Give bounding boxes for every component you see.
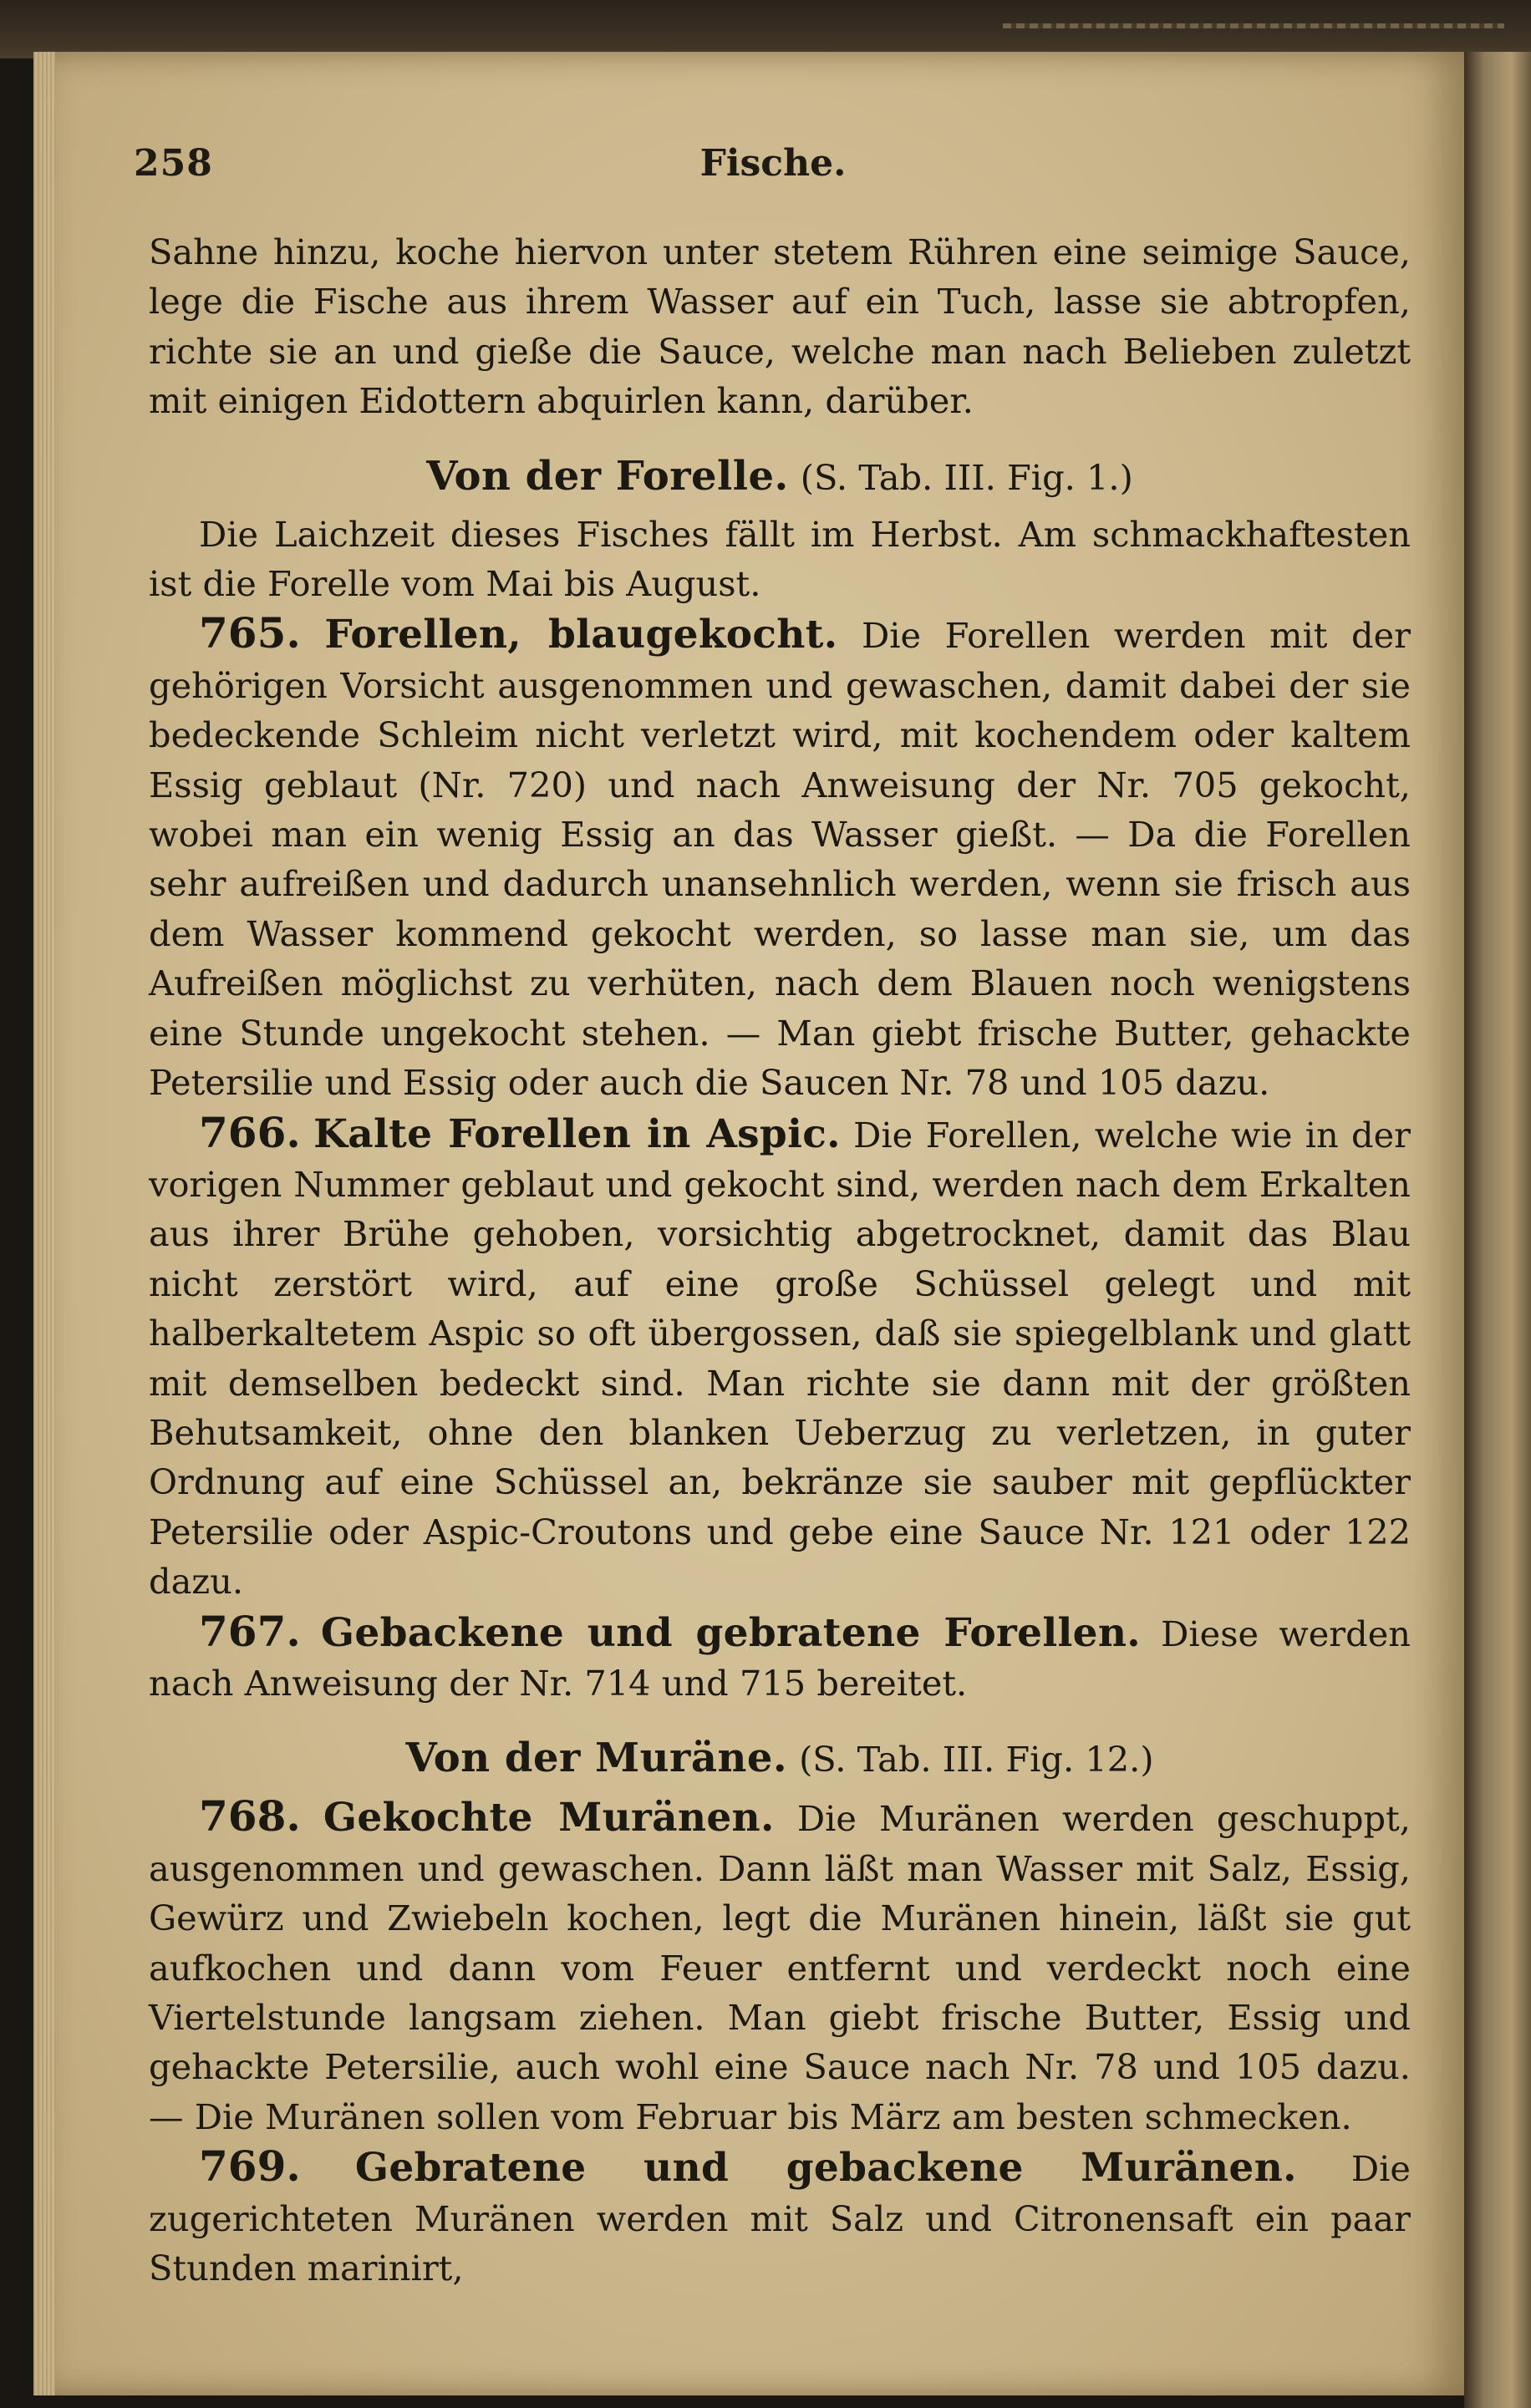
- binding-thread: [1003, 23, 1504, 28]
- recipe-title: Gebackene und gebratene Forellen.: [320, 1609, 1141, 1656]
- recipe-text: Die Muränen werden geschuppt, ausgenommen und gewaschen. Dann läßt man Wasser mit Salz, Essig, Gewürz und Zwiebeln kochen, legt die Muränen hinein, läßt sie gut aufkochen und dann vom Feuer entfernt und verdeckt noch eine Viertelstunde langsam ziehen. Man giebt frische Butter, Essig und gehackte Petersilie, auch wohl eine Sauce nach Nr. 78 und 105 dazu. — Die Muränen sollen vom Februar bis März am besten schmecken.: [149, 1798, 1411, 2137]
- recipe-767: [149, 1607, 1411, 1709]
- recipe-766: [149, 1108, 1411, 1607]
- running-title: Fische.: [699, 142, 847, 185]
- section-heading-forelle: [149, 450, 1411, 505]
- recipe-text: Die Forellen werden mit der gehörigen Vorsicht ausgenommen und gewaschen, damit dabei der sie bedeckende Schleim nicht verletzt wird, mit kochendem oder kaltem Essig geblaut (Nr. 720) und nach Anweisung der Nr. 705 gekocht, wobei man ein wenig Essig an das Wasser gießt. — Da die Forellen sehr aufreißen und dadurch unansehnlich werden, wenn sie frisch aus dem Wasser kommend gekocht werden, so lasse man sie, um das Aufreißen möglichst zu verhüten, nach dem Blauen noch wenigstens eine Stunde ungekocht stehen. — Man giebt frische Butter, gehackte Petersilie und Essig oder auch die Saucen Nr. 78 und 105 dazu.: [149, 615, 1411, 1104]
- book-binding-top: [0, 0, 1531, 58]
- recipe-text: Die zugerichteten Muränen werden mit Salz und Citronensaft ein paar Stunden marinirt,: [149, 2148, 1411, 2289]
- page-body: [149, 227, 1411, 2293]
- running-head: [134, 142, 1412, 192]
- recipe-number: 769.: [199, 2141, 301, 2192]
- section-title: Von der Forelle.: [426, 452, 789, 500]
- page-edge: [33, 52, 55, 2395]
- recipe-text: Diese werden nach Anweisung der Nr. 714 und 715 bereitet.: [149, 1613, 1411, 1704]
- section-text: Die Laichzeit dieses Fisches fällt im Herbst. Am schmackhaftesten ist die Forelle vom Mai bis August.: [149, 513, 1411, 605]
- section-reference: (S. Tab. III. Fig. 1.): [800, 456, 1133, 498]
- section-reference: (S. Tab. III. Fig. 12.): [799, 1739, 1154, 1781]
- recipe-769: [149, 2141, 1411, 2293]
- recipe-title: Kalte Forellen in Aspic.: [313, 1110, 841, 1157]
- recipe-number: 766.: [199, 1107, 301, 1157]
- recipe-text: Die Forellen, welche wie in der vorigen Nummer geblaut und gekocht sind, werden nach dem Erkalten aus ihrer Brühe gehoben, vorsichtig abgetrocknet, damit das Blau nicht zerstört wird, auf eine große Schüssel gelegt und mit halberkaltetem Aspic so oft übergossen, daß sie spiegelblank und glatt mit demselben bedeckt sind. Man richte sie dann mit der größten Behutsamkeit, ohne den blanken Ueberzug zu verletzen, in guter Ordnung auf eine Schüssel an, bekränze sie sauber mit gepflückter Petersilie oder Aspic-Croutons und gebe eine Sauce Nr. 121 oder 122 dazu.: [149, 1114, 1411, 1603]
- recipe-title: Forellen, blaugekocht.: [324, 612, 838, 658]
- recipe-765: [149, 608, 1411, 1107]
- recipe-title: Gebratene und gebackene Muränen.: [354, 2145, 1297, 2192]
- section-heading-muraene: [149, 1731, 1411, 1786]
- recipe-title: Gekochte Muränen.: [323, 1795, 775, 1842]
- book-gutter: [1464, 52, 1531, 2408]
- recipe-768: [149, 1791, 1411, 2141]
- recipe-number: 765.: [199, 608, 301, 658]
- section-title: Von der Muräne.: [405, 1735, 788, 1782]
- page-number: 258: [134, 142, 213, 185]
- recipe-number: 767.: [199, 1606, 301, 1656]
- intro-paragraph: Sahne hinzu, koche hiervon unter stetem Rühren eine seimige Sauce, lege die Fische aus ihrem Wasser auf ein Tuch, lasse sie abtropfen, richte sie an und gieße die Sauce, welche man nach Belieben zuletzt mit einigen Eidottern abquirlen kann, darüber.: [149, 231, 1411, 422]
- recipe-number: 768.: [199, 1791, 301, 1842]
